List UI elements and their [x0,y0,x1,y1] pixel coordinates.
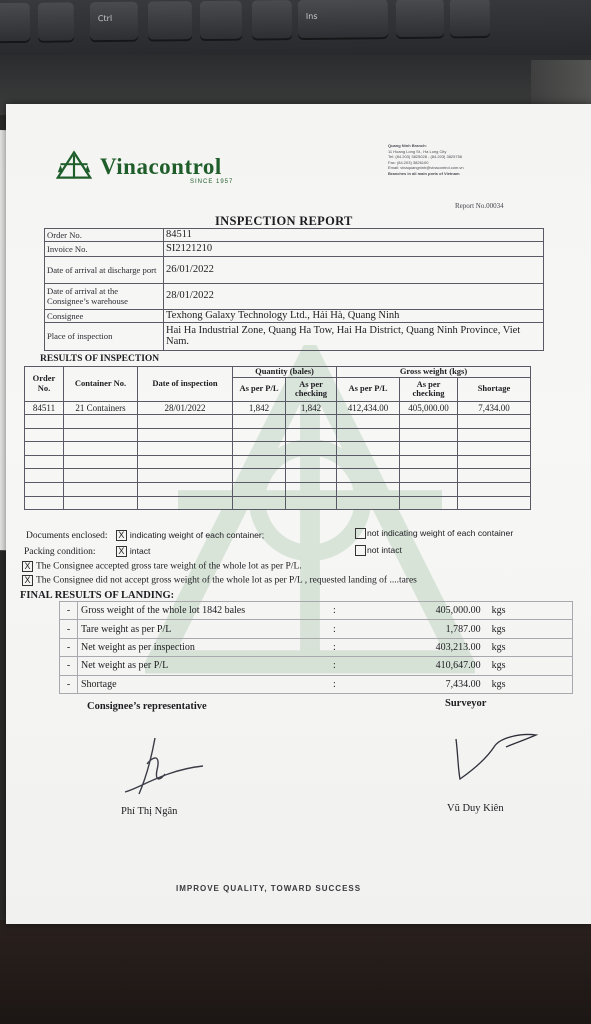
documents-checkbox-not-indicating[interactable] [355,528,366,539]
consignee-signature [95,730,215,805]
keyboard-key [90,2,138,41]
row-colon: : [292,675,377,693]
row-description: Net weight as per inspection [77,638,292,656]
row-colon: : [292,602,377,620]
row-value: 403,213.00 [377,638,489,656]
keyboard-key [298,0,388,38]
branch-line: Branches in all main ports of Vietnam [388,170,460,176]
surveyor-signer-name: Vũ Duy Kiên [447,803,504,814]
consignee-value: Texhong Galaxy Technology Ltd., Hải Hà, Quang Ninh [164,309,544,322]
date-header: Date of inspection [138,367,233,402]
key-label: Ins [305,11,318,21]
table-row [25,483,531,497]
cell-order-no: 84511 [25,401,64,415]
keyboard-key [200,1,242,39]
quantity-header: Quantity (bales) [233,367,337,378]
packing-label: Packing condition: [24,547,96,557]
row-dash: - [60,620,78,638]
container-no-header: Container No. [64,367,138,402]
company-name: Vinacontrol [100,154,222,179]
branch-line: Fax: (84.203) 3826100 [388,159,429,165]
arrival-port-value: 26/01/2022 [164,256,544,283]
final-results-title: FINAL RESULTS OF LANDING: [20,590,175,601]
table-row [45,241,544,256]
table-row [60,620,573,638]
branch-address [388,143,538,177]
row-dash: - [60,602,78,620]
order-no-label: Order No. [45,229,164,242]
cell-qty-pl: 1,842 [233,401,286,415]
place-label: Place of inspection [45,322,164,350]
table-row [25,469,531,483]
arrival-warehouse-value: 28/01/2022 [164,283,544,309]
arrival-port-label: Date of arrival at discharge port [45,256,164,283]
table-row [60,657,573,675]
gross-check-header: As per checking [400,377,458,401]
desk-background [0,920,591,1024]
invoice-no-label: Invoice No. [45,241,164,256]
table-row [60,602,573,620]
shortage-header: Shortage [458,377,531,401]
branch-line: Quang Ninh Branch: [388,143,427,148]
row-dash: - [60,638,78,656]
report-title: INSPECTION REPORT [215,214,353,228]
cell-container-no: 21 Containers [64,401,138,415]
documents-label: Documents enclosed: [26,531,108,541]
cell-gross-pl: 412,434.00 [337,401,400,415]
table-row [25,401,531,415]
row-unit: kgs [489,620,573,638]
documents-option-not-indicating: not indicating weight of each container [367,528,514,538]
arrival-warehouse-label: Date of arrival at the Consignee’s warehouse [45,283,164,309]
keyboard-key [252,0,292,38]
row-dash: - [60,657,78,675]
row-unit: kgs [489,638,573,656]
table-row [45,283,544,309]
table-row [45,322,544,350]
keyboard-key [148,1,192,39]
table-row [60,675,573,693]
consignee-accepted-checkbox[interactable]: X [22,561,33,572]
consignee-representative-title: Consignee’s representative [87,701,207,712]
cell-gross-check: 405,000.00 [400,401,458,415]
order-no-value: 84511 [164,229,544,242]
row-colon: : [292,657,377,675]
surveyor-signature [450,725,560,785]
footer-slogan: IMPROVE QUALITY, TOWARD SUCCESS [176,884,362,893]
surveyor-title: Surveyor [445,698,487,709]
table-row [45,229,544,242]
row-description: Tare weight as per P/L [77,620,292,638]
consignee-not-accepted-row [22,575,417,586]
final-results-table [59,601,573,694]
place-value: Hai Ha Industrial Zone, Quang Ha Tow, Hai Ha District, Quang Ninh Province, Viet Nam. [164,322,544,350]
keyboard-key [38,2,74,40]
consignee-signer-name: Phí Thị Ngân [121,806,178,817]
row-dash: - [60,675,78,693]
consignee-not-accepted-checkbox[interactable]: X [22,575,33,586]
consignee-accepted-text: The Consignee accepted gross tare weight of the whole lot as per P/L. [36,561,302,572]
table-row [25,428,531,442]
row-unit: kgs [489,602,573,620]
keyboard-key [396,0,444,37]
row-colon: : [292,638,377,656]
table-row [25,455,531,469]
row-value: 7,434.00 [377,675,489,693]
key-label: Ctrl [97,13,113,24]
company-since: SINCE 1957 [190,179,234,185]
qty-pl-header: As per P/L [233,377,286,401]
row-description: Net weight as per P/L [77,657,292,675]
row-description: Gross weight of the whole lot 1842 bales [77,602,292,620]
results-table [24,366,531,510]
order-no-header: Order No. [25,367,64,402]
row-value: 1,787.00 [377,620,489,638]
qty-check-header: As per checking [286,377,337,401]
cell-qty-check: 1,842 [286,401,337,415]
gross-weight-header: Gross weight (kgs) [337,367,531,378]
table-row [25,415,531,429]
vinacontrol-logo-icon [56,150,92,180]
row-unit: kgs [489,675,573,693]
results-title: RESULTS OF INSPECTION [40,354,160,364]
keyboard-key [450,0,490,36]
table-row [25,496,531,510]
table-row [45,309,544,322]
row-description: Shortage [77,675,292,693]
packing-condition-row [24,546,150,557]
consignee-accepted-row [22,561,302,572]
consignee-not-accepted-text: The Consignee did not accept gross weight of the whole lot as per P/L , requested landing of ....tares [36,575,417,586]
documents-checkbox-indicating[interactable]: X [116,530,127,541]
table-row [60,638,573,656]
packing-checkbox-not-intact[interactable] [355,545,366,556]
row-value: 405,000.00 [377,602,489,620]
branch-line: Email: vinaquangninh@vinacontrol.com.vn [388,165,464,171]
documents-option-indicating: indicating weight of each container; [129,530,265,540]
gross-pl-header: As per P/L [337,377,400,401]
order-info-table [44,228,544,351]
packing-option-not-intact: not intact [367,545,402,555]
row-unit: kgs [489,657,573,675]
table-header-row [25,367,531,378]
packing-option-row [355,545,402,556]
table-row [25,442,531,456]
invoice-no-value: SI2121210 [164,241,544,256]
documents-enclosed-row [26,530,264,541]
row-colon: : [292,620,377,638]
packing-option-intact: intact [129,546,151,556]
branch-line: 11 Hoang Long St., Ha Long City [388,148,447,154]
cell-date: 28/01/2022 [138,401,233,415]
packing-checkbox-intact[interactable]: X [116,546,127,557]
keyboard-key [0,3,30,41]
documents-option-row [355,528,513,539]
table-row [45,256,544,283]
report-number: Report No.00034 [455,202,504,210]
branch-line: Tel: (84.203) 3825028 - (84.203) 3825756 [388,154,463,160]
cell-shortage: 7,434.00 [458,401,531,415]
consignee-label: Consignee [45,309,164,322]
row-value: 410,647.00 [377,657,489,675]
